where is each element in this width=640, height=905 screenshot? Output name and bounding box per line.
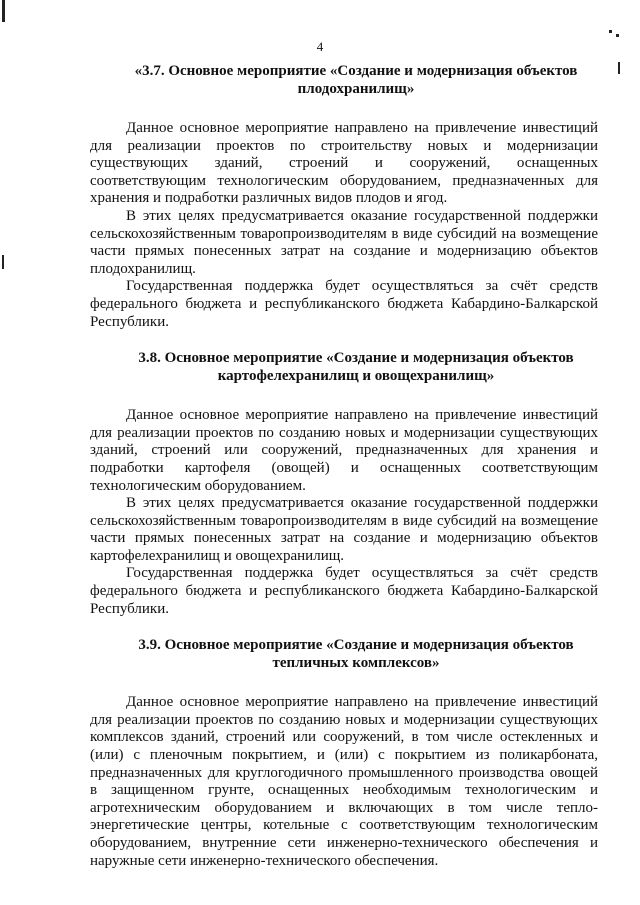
section-3-7 xyxy=(90,62,598,331)
paragraph: В этих целях предусматривается оказание государственной поддержки сельскохозяйственным товаропроизводителям в виде субсидий на возмещение части прямых понесенных затрат на создание и модернизацию объектов картофелехранилищ и овощехранилищ. xyxy=(90,495,598,564)
paragraph: Данное основное мероприятие направлено на привлечение инвестиций для реализации проектов по созданию новых и модернизации существующих зданий, строений или сооружений, предназначенных для хранения и подработки картофеля (овощей) и оснащенных соответствующим технологическим оборудованием. xyxy=(90,407,598,494)
section-3-9 xyxy=(90,636,598,870)
paragraph: Государственная поддержка будет осуществляться за счёт средств федерального бюджета и республиканского бюджета Кабардино-Балкарской Республики. xyxy=(90,565,598,617)
scan-artifact-mark xyxy=(2,0,5,22)
scan-artifact-mark xyxy=(609,30,612,33)
section-heading: 3.8. Основное мероприятие «Создание и модернизация объектов картофелехранилищ и овощехранилищ» xyxy=(138,350,574,385)
scan-artifact-mark xyxy=(616,34,619,37)
scan-artifact-mark xyxy=(2,255,4,269)
paragraph: Данное основное мероприятие направлено на привлечение инвестиций для реализации проектов по строительству новых и модернизации существующих зданий, строений и сооружений, оснащенных соответствующим технологическим оборудованием, предназначенных для хранения и подработки различных видов плодов и ягод. xyxy=(90,120,598,207)
paragraph: Данное основное мероприятие направлено на привлечение инвестиций для реализации проектов по созданию новых и модернизации существующих комплексов зданий, строений или сооружений, в том числе остекленных и (или) с пленочным покрытием, и (или) с покрытием из поликарбоната, предназначенных для круглогодичного промышленного производства овощей в защищенном грунте, оснащенных необходимым технологическим и агротехническим оборудованием и включающих в том числе тепло-энергетические центры, котельные с соответствующим технологическим оборудованием, внутренние сети инженерно-технического обеспечения и наружные сети инженерно-технического обеспечения. xyxy=(90,694,598,869)
page-number: 4 xyxy=(316,39,324,54)
document-body xyxy=(90,62,598,888)
paragraph: Государственная поддержка будет осуществляться за счёт средств федерального бюджета и республиканского бюджета Кабардино-Балкарской Республики. xyxy=(90,278,598,330)
section-heading: 3.9. Основное мероприятие «Создание и модернизация объектов тепличных комплексов» xyxy=(138,637,574,672)
scan-artifact-mark xyxy=(618,62,620,74)
section-heading: «3.7. Основное мероприятие «Создание и модернизация объектов плодохранилищ» xyxy=(134,63,578,97)
section-3-8 xyxy=(90,349,598,618)
paragraph: В этих целях предусматривается оказание государственной поддержки сельскохозяйственным товаропроизводителям в виде субсидий на возмещение части прямых понесенных затрат на создание и модернизацию объектов плодохранилищ. xyxy=(90,207,598,277)
